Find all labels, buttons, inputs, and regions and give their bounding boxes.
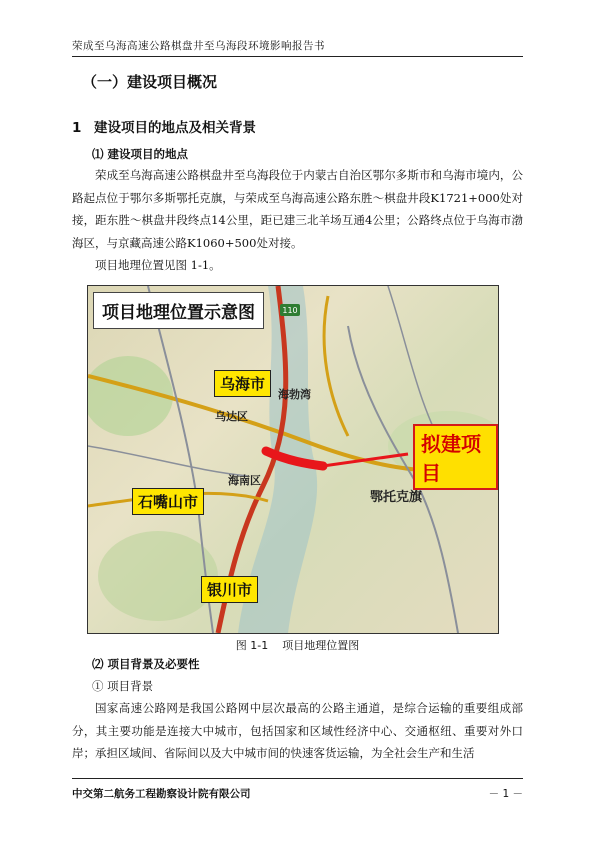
label-wuhai: 乌海市 [214, 370, 271, 397]
paragraph-background: 国家高速公路网是我国公路网中层次最高的公路主通道，是综合运输的重要组成部分，其主要功能是连接大中城市，包括国家和区域性经济中心、交通枢纽、重要对外口岸；承担区域间、省际间以及大中城市间的快速客货运输，为全社会生产和生活 [72, 701, 523, 760]
label-shizuishan: 石嘴山市 [132, 488, 204, 515]
label-yinchuan: 银川市 [201, 576, 258, 603]
figure-caption-text: 项目地理位置图 [282, 639, 360, 652]
heading-1-number: 1 [72, 120, 82, 136]
label-proposed-project: 拟建项目 [413, 424, 498, 490]
paragraph-location: 荣成至乌海高速公路棋盘井至乌海段位于内蒙古自治区鄂尔多斯市和乌海市境内，公路起点位于鄂尔多斯鄂托克旗，与荣成至乌海高速公路东胜～棋盘井段K1721+000处对接，距东胜～棋盘井段终点14公里，距已建三北羊场互通4公里；公路终点位于乌海市渤海区，与京藏高速公路K1060+500处对接。 [72, 168, 523, 250]
map-title: 项目地理位置示意图 [93, 292, 264, 329]
page-number: － 1 － [488, 788, 523, 800]
label-wuda: 乌达区 [215, 410, 248, 423]
subheading-background: ① 项目背景 [92, 679, 154, 693]
section-title: （一）建设项目概况 [82, 73, 218, 91]
heading-background: ⑵ 项目背景及必要性 [92, 657, 200, 671]
footer-company: 中交第二航务工程勘察设计院有限公司 [72, 788, 251, 800]
route-110-label: 110 [282, 306, 298, 315]
label-hainan: 海南区 [228, 474, 261, 487]
figure-number: 图 1-1 [235, 639, 269, 652]
label-haibowan: 海勃湾 [278, 388, 311, 401]
label-etuoke: 鄂托克旗 [370, 490, 423, 505]
running-header: 荣成至乌海高速公路棋盘井至乌海段环境影响报告书 [72, 40, 325, 52]
paragraph-map-reference: 项目地理位置见图 1-1。 [95, 258, 221, 272]
heading-1 [72, 116, 256, 136]
footer-rule [72, 778, 523, 779]
figure-caption [0, 637, 595, 653]
header-rule [72, 56, 523, 57]
location-map [87, 285, 499, 634]
heading-1-text: 建设项目的地点及相关背景 [94, 120, 256, 136]
heading-location: ⑴ 建设项目的地点 [92, 147, 189, 161]
